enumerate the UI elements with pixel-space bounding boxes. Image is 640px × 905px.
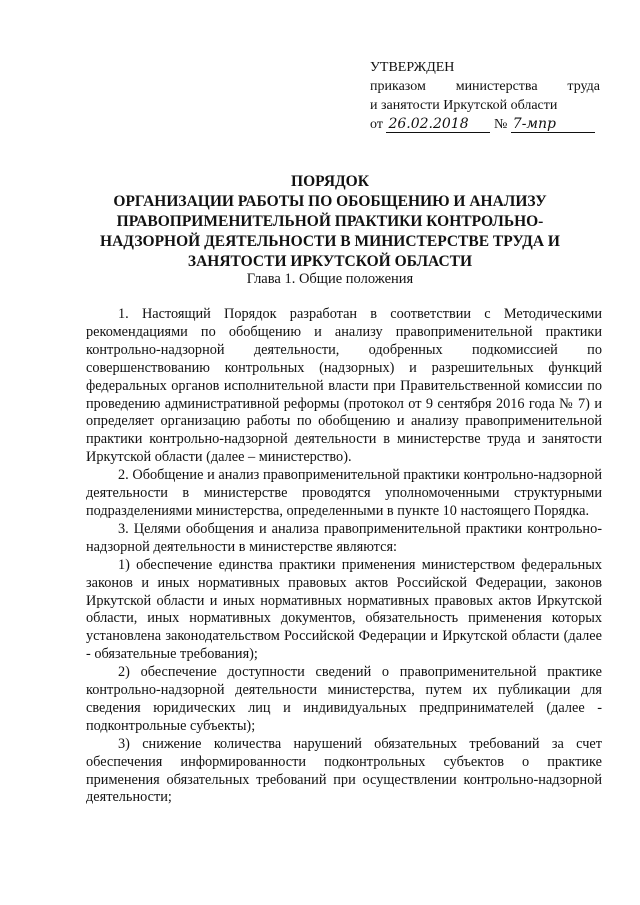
chapter-heading: Глава 1. Общие положения xyxy=(246,271,414,287)
approval-date-line xyxy=(370,115,600,134)
paragraph-1: 1. Настоящий Порядок разработан в соответствии с Методическими рекомендациями по обобщению и анализу правоприменительной практики контрольно-надзорной деятельности, одобренных подкомиссией по совершенствованию контрольных (надзорных) и разрешительных функций федеральных органов исполнительной власти при Правительственной комиссии по проведению административной реформы (протокол от 9 сентября 2016 года № 7) и определяет организацию работы по обобщению и анализу правоприменительной практики контрольно-надзорной деятельности в министерстве труда и занятости Иркутской области (далее – министерство). xyxy=(86,306,602,466)
paragraph-3-item-1: 1) обеспечение единства практики применения министерством федеральных законов и иных нормативных правовых актов Российской Федерации, законов Иркутской области и иных нормативных нормативных правовых актов Иркутской области, иных нормативных документов, обязательность применения которых установлена законодательством Российской Федерации и Иркутской области (далее - обязательные требования); xyxy=(86,556,602,663)
approval-order-line xyxy=(370,77,600,96)
approval-labor-word: труда xyxy=(567,79,600,94)
paragraph-3: 3. Целями обобщения и анализа правоприменительной практики контрольно-надзорной деятельности в министерстве являются: xyxy=(86,520,602,555)
title-line: ОРГАНИЗАЦИИ РАБОТЫ ПО ОБОБЩЕНИЮ И АНАЛИЗУ xyxy=(113,193,547,210)
document-title xyxy=(60,172,600,272)
approval-ministry-word: министерства xyxy=(455,79,538,94)
document-body xyxy=(86,306,602,807)
title-line: НАДЗОРНОЙ ДЕЯТЕЛЬНОСТИ В МИНИСТЕРСТВЕ ТРУДА И xyxy=(100,233,560,250)
approval-number-handwritten: 7-мпр xyxy=(511,116,595,133)
approval-number-label: № xyxy=(493,117,508,132)
paragraph-3-item-2: 2) обеспечение доступности сведений о правоприменительной практике контрольно-надзорной деятельности министерства, путем их публикации для сведения юридических лиц и индивидуальных предпринимателей (далее - подконтрольные субъекты); xyxy=(86,664,602,734)
approval-order-word: приказом xyxy=(370,79,426,94)
approval-from-label: от xyxy=(370,117,383,132)
paragraph-3-item-3: 3) снижение количества нарушений обязательных требований за счет обеспечения информированности подконтрольных субъектов о практике применения обязательных требований при осуществлении контрольно-надзорной деятельности; xyxy=(86,735,602,806)
paragraph-2: 2. Обобщение и анализ правоприменительной практики контрольно-надзорной деятельности в министерстве проводятся уполномоченными структурными подразделениями министерства, определенными в пункте 10 настоящего Порядка. xyxy=(86,467,602,519)
approval-date-handwritten: 26.02.2018 xyxy=(386,116,490,133)
title-line: ЗАНЯТОСТИ ИРКУТСКОЙ ОБЛАСТИ xyxy=(187,253,473,270)
approval-heading: УТВЕРЖДЕН xyxy=(370,60,455,75)
approval-ministry-line: и занятости Иркутской области xyxy=(370,98,558,113)
title-line: ПОРЯДОК xyxy=(291,173,369,190)
title-line: ПРАВОПРИМЕНИТЕЛЬНОЙ ПРАКТИКИ КОНТРОЛЬНО- xyxy=(116,213,544,230)
approval-stamp xyxy=(370,58,600,134)
